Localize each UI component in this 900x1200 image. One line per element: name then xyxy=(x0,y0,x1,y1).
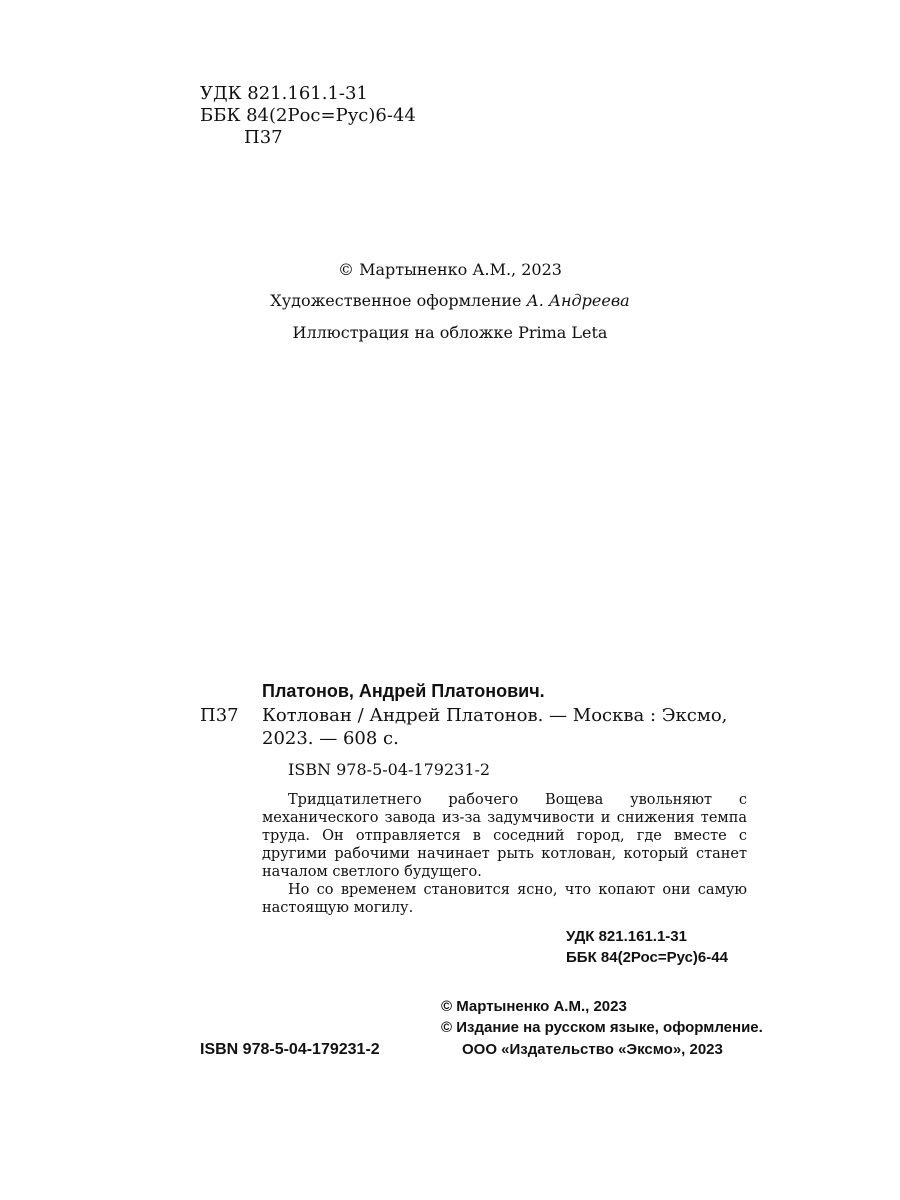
copyright-line-1: © Мартыненко А.М., 2023 xyxy=(441,998,627,1015)
isbn-footer: ISBN 978-5-04-179231-2 xyxy=(200,1041,380,1058)
bbk-bottom: ББК 84(2Рос=Рус)6-44 xyxy=(566,949,728,966)
design-name: А. Андреева xyxy=(526,291,630,310)
illustration-credit: Иллюстрация на обложке Prima Leta xyxy=(292,323,608,342)
author-code-top: П37 xyxy=(244,127,283,148)
design-credit xyxy=(0,291,900,310)
design-label: Художественное оформление xyxy=(270,291,522,310)
copyright-line-2: © Издание на русском языке, оформление. xyxy=(441,1019,763,1036)
isbn-record: ISBN 978-5-04-179231-2 xyxy=(288,760,491,779)
author-heading: Платонов, Андрей Платонович. xyxy=(262,681,545,701)
annotation xyxy=(262,791,747,917)
author-code: П37 xyxy=(200,705,239,726)
udk-bottom: УДК 821.161.1-31 xyxy=(566,928,687,945)
copyright-line-3: ООО «Издательство «Эксмо», 2023 xyxy=(462,1041,723,1058)
title-line-2: 2023. — 608 с. xyxy=(262,728,399,749)
bbk-top: ББК 84(2Рос=Рус)6-44 xyxy=(200,105,416,126)
copyright-author: © Мартыненко А.М., 2023 xyxy=(338,260,562,279)
annotation-paragraph-2: Но со временем становится ясно, что копают они самую настоящую могилу. xyxy=(262,882,747,916)
udk-top: УДК 821.161.1-31 xyxy=(200,83,368,104)
annotation-paragraph-1: Тридцатилетнего рабочего Вощева увольняют с механического завода из-за задумчивости и снижения темпа труда. Он отправляется в соседний город, где вместе с другими рабочими начинает рыть котлован, который станет началом светлого будущего. xyxy=(262,792,747,880)
title-line-1: Котлован / Андрей Платонов. — Москва : Эксмо, xyxy=(262,705,728,726)
